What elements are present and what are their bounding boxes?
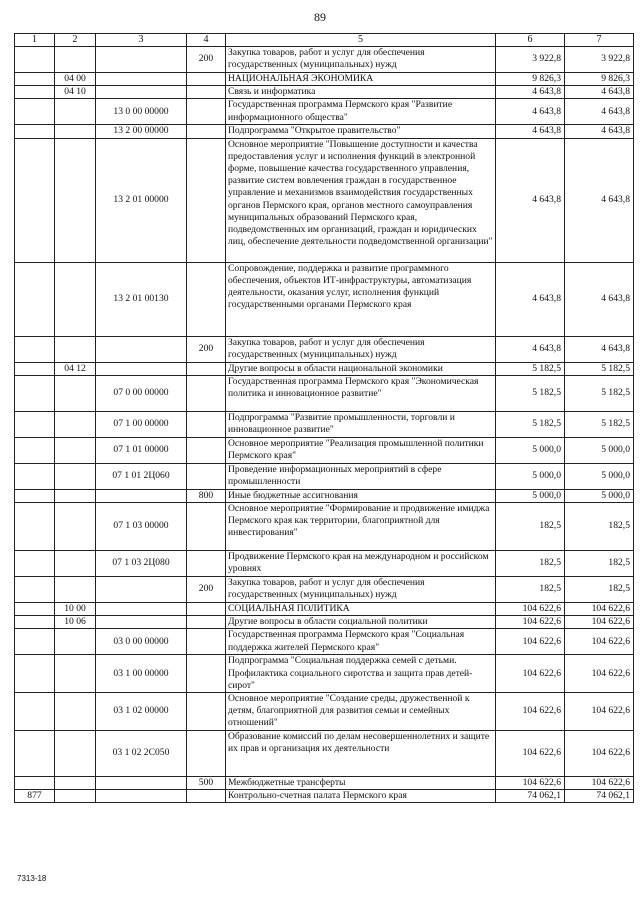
expense-type-code — [187, 138, 226, 262]
item-name: Продвижение Пермского края на международном и российском уровнях — [226, 551, 496, 577]
budget-table — [14, 33, 634, 803]
section-code — [55, 731, 96, 777]
expense-type-code — [187, 375, 226, 411]
amount-col-6: 5 182,5 — [496, 362, 565, 375]
table-row — [15, 693, 634, 731]
expense-type-code — [187, 99, 226, 125]
item-name: Закупка товаров, работ и услуг для обеспечения государственных (муниципальных) нужд — [226, 47, 496, 73]
amount-col-6: 4 643,8 — [496, 336, 565, 362]
target-article-code: 13 0 00 00000 — [96, 99, 187, 125]
section-code — [55, 693, 96, 731]
target-article-code: 07 1 00 00000 — [96, 411, 187, 437]
budget-org-code — [15, 463, 55, 489]
table-row — [15, 362, 634, 375]
item-name: Межбюджетные трансферты — [226, 777, 496, 790]
table-row — [15, 336, 634, 362]
target-article-code: 07 1 01 00000 — [96, 437, 187, 463]
table-row — [15, 503, 634, 551]
target-article-code: 07 0 00 00000 — [96, 375, 187, 411]
budget-org-code — [15, 603, 55, 616]
amount-col-7: 5 000,0 — [565, 437, 634, 463]
expense-type-code: 500 — [187, 777, 226, 790]
table-row — [15, 551, 634, 577]
target-article-code — [96, 577, 187, 603]
item-name: Государственная программа Пермского края "Развитие информационного общества" — [226, 99, 496, 125]
section-code — [55, 47, 96, 73]
budget-org-code — [15, 489, 55, 502]
page-number: 89 — [314, 10, 326, 24]
section-code — [55, 125, 96, 138]
amount-col-6: 4 643,8 — [496, 262, 565, 336]
budget-org-code — [15, 777, 55, 790]
amount-col-7: 4 643,8 — [565, 86, 634, 99]
budget-org-code — [15, 73, 55, 86]
expense-type-code: 200 — [187, 336, 226, 362]
header-col-5: 5 — [226, 34, 496, 47]
amount-col-6: 182,5 — [496, 551, 565, 577]
budget-org-code — [15, 629, 55, 655]
header-col-1: 1 — [15, 34, 55, 47]
amount-col-6: 5 000,0 — [496, 437, 565, 463]
amount-col-6: 104 622,6 — [496, 693, 565, 731]
table-row — [15, 47, 634, 73]
section-code — [55, 336, 96, 362]
section-code — [55, 489, 96, 502]
expense-type-code — [187, 86, 226, 99]
section-code — [55, 375, 96, 411]
target-article-code — [96, 336, 187, 362]
table-row — [15, 86, 634, 99]
amount-col-6: 4 643,8 — [496, 86, 565, 99]
table-row — [15, 577, 634, 603]
table-row — [15, 489, 634, 502]
table-row — [15, 629, 634, 655]
amount-col-7: 4 643,8 — [565, 125, 634, 138]
header-col-2: 2 — [55, 34, 96, 47]
budget-org-code — [15, 503, 55, 551]
item-name: Другие вопросы в области национальной экономики — [226, 362, 496, 375]
target-article-code — [96, 47, 187, 73]
amount-col-7: 104 622,6 — [565, 777, 634, 790]
amount-col-7: 104 622,6 — [565, 629, 634, 655]
budget-org-code — [15, 577, 55, 603]
section-code: 10 06 — [55, 616, 96, 629]
expense-type-code: 200 — [187, 577, 226, 603]
expense-type-code — [187, 437, 226, 463]
budget-org-code — [15, 125, 55, 138]
item-name: Связь и информатика — [226, 86, 496, 99]
amount-col-7: 5 182,5 — [565, 362, 634, 375]
amount-col-7: 182,5 — [565, 503, 634, 551]
expense-type-code — [187, 731, 226, 777]
budget-org-code — [15, 375, 55, 411]
target-article-code: 07 1 01 2Ц060 — [96, 463, 187, 489]
table-row — [15, 125, 634, 138]
target-article-code — [96, 489, 187, 502]
amount-col-6: 4 643,8 — [496, 125, 565, 138]
table-row — [15, 73, 634, 86]
amount-col-6: 104 622,6 — [496, 629, 565, 655]
budget-org-code — [15, 437, 55, 463]
table-row — [15, 411, 634, 437]
budget-org-code — [15, 731, 55, 777]
section-code — [55, 655, 96, 693]
expense-type-code: 200 — [187, 47, 226, 73]
budget-org-code: 877 — [15, 790, 55, 803]
expense-type-code — [187, 629, 226, 655]
budget-org-code — [15, 411, 55, 437]
target-article-code: 07 1 03 00000 — [96, 503, 187, 551]
section-code — [55, 138, 96, 262]
table-row — [15, 731, 634, 777]
section-code — [55, 503, 96, 551]
amount-col-7: 3 922,8 — [565, 47, 634, 73]
table-row — [15, 463, 634, 489]
budget-org-code — [15, 655, 55, 693]
document-code: 7313-18 — [17, 874, 47, 883]
target-article-code — [96, 73, 187, 86]
target-article-code — [96, 86, 187, 99]
item-name: Основное мероприятие "Создание среды, дружественной к детям, благоприятной для развития семьи и семейных отношений" — [226, 693, 496, 731]
expense-type-code — [187, 603, 226, 616]
item-name: Контрольно-счетная палата Пермского края — [226, 790, 496, 803]
item-name: Основное мероприятие "Повышение доступности и качества предоставления услуг и исполнения функций в электронной форме, повышение качества государственного управления, развитие систем вовлечения граждан в государственное управление и механизмов взаимодействия государственных органов Пермского края, органов местного самоуправления муниципальных образований Пермского края, подведомственных им организаций, граждан и юридических лиц, обеспечение деятельности подведомственной организации" — [226, 138, 496, 262]
table-row — [15, 603, 634, 616]
item-name: Проведение информационных мероприятий в сфере промышленности — [226, 463, 496, 489]
expense-type-code — [187, 362, 226, 375]
table-row — [15, 616, 634, 629]
target-article-code — [96, 790, 187, 803]
amount-col-7: 182,5 — [565, 551, 634, 577]
item-name: Закупка товаров, работ и услуг для обеспечения государственных (муниципальных) нужд — [226, 577, 496, 603]
item-name: Подпрограмма "Развитие промышленности, торговли и инновационное развитие" — [226, 411, 496, 437]
item-name: Подпрограмма "Открытое правительство" — [226, 125, 496, 138]
amount-col-7: 104 622,6 — [565, 655, 634, 693]
target-article-code: 03 1 02 2С050 — [96, 731, 187, 777]
expense-type-code — [187, 790, 226, 803]
expense-type-code — [187, 655, 226, 693]
budget-org-code — [15, 47, 55, 73]
amount-col-7: 4 643,8 — [565, 262, 634, 336]
amount-col-6: 104 622,6 — [496, 603, 565, 616]
amount-col-6: 3 922,8 — [496, 47, 565, 73]
amount-col-6: 4 643,8 — [496, 138, 565, 262]
amount-col-6: 5 182,5 — [496, 411, 565, 437]
amount-col-7: 9 826,3 — [565, 73, 634, 86]
amount-col-6: 104 622,6 — [496, 655, 565, 693]
budget-table-container — [14, 33, 633, 803]
amount-col-7: 104 622,6 — [565, 693, 634, 731]
table-row — [15, 655, 634, 693]
expense-type-code — [187, 125, 226, 138]
amount-col-7: 5 182,5 — [565, 411, 634, 437]
amount-col-7: 5 000,0 — [565, 463, 634, 489]
amount-col-7: 5 182,5 — [565, 375, 634, 411]
table-row — [15, 790, 634, 803]
amount-col-6: 5 182,5 — [496, 375, 565, 411]
amount-col-6: 9 826,3 — [496, 73, 565, 86]
amount-col-6: 5 000,0 — [496, 489, 565, 502]
item-name: Сопровождение, поддержка и развитие программного обеспечения, объектов ИТ-инфраструктуры, автоматизация деятельности, оказания услуг, исполнения функций государственными органами Пермского края — [226, 262, 496, 336]
header-row — [15, 34, 634, 47]
amount-col-7: 104 622,6 — [565, 616, 634, 629]
item-name: Закупка товаров, работ и услуг для обеспечения государственных (муниципальных) нужд — [226, 336, 496, 362]
amount-col-6: 104 622,6 — [496, 777, 565, 790]
budget-org-code — [15, 336, 55, 362]
budget-org-code — [15, 99, 55, 125]
section-code: 04 12 — [55, 362, 96, 375]
item-name: Образование комиссий по делам несовершеннолетних и защите их прав и организация их деятельности — [226, 731, 496, 777]
amount-col-6: 74 062,1 — [496, 790, 565, 803]
header-col-4: 4 — [187, 34, 226, 47]
item-name: СОЦИАЛЬНАЯ ПОЛИТИКА — [226, 603, 496, 616]
section-code — [55, 437, 96, 463]
section-code — [55, 629, 96, 655]
section-code — [55, 262, 96, 336]
target-article-code: 03 1 02 00000 — [96, 693, 187, 731]
amount-col-6: 4 643,8 — [496, 99, 565, 125]
target-article-code — [96, 362, 187, 375]
item-name: Государственная программа Пермского края "Экономическая политика и инновационное развитие" — [226, 375, 496, 411]
target-article-code: 13 2 00 00000 — [96, 125, 187, 138]
table-row — [15, 138, 634, 262]
amount-col-7: 4 643,8 — [565, 99, 634, 125]
table-row — [15, 99, 634, 125]
target-article-code: 03 1 00 00000 — [96, 655, 187, 693]
item-name: Иные бюджетные ассигнования — [226, 489, 496, 502]
amount-col-7: 4 643,8 — [565, 336, 634, 362]
target-article-code: 13 2 01 00130 — [96, 262, 187, 336]
amount-col-6: 104 622,6 — [496, 731, 565, 777]
amount-col-7: 104 622,6 — [565, 731, 634, 777]
target-article-code — [96, 777, 187, 790]
section-code — [55, 99, 96, 125]
expense-type-code — [187, 616, 226, 629]
table-row — [15, 437, 634, 463]
amount-col-6: 104 622,6 — [496, 616, 565, 629]
budget-org-code — [15, 616, 55, 629]
section-code — [55, 790, 96, 803]
budget-org-code — [15, 551, 55, 577]
target-article-code: 13 2 01 00000 — [96, 138, 187, 262]
item-name: Основное мероприятие "Реализация промышленной политики Пермского края" — [226, 437, 496, 463]
section-code — [55, 777, 96, 790]
item-name: НАЦИОНАЛЬНАЯ ЭКОНОМИКА — [226, 73, 496, 86]
section-code — [55, 463, 96, 489]
amount-col-6: 182,5 — [496, 503, 565, 551]
header-col-7: 7 — [565, 34, 634, 47]
section-code: 04 00 — [55, 73, 96, 86]
header-col-6: 6 — [496, 34, 565, 47]
amount-col-7: 4 643,8 — [565, 138, 634, 262]
expense-type-code — [187, 73, 226, 86]
budget-org-code — [15, 262, 55, 336]
section-code: 10 00 — [55, 603, 96, 616]
target-article-code: 03 0 00 00000 — [96, 629, 187, 655]
amount-col-6: 5 000,0 — [496, 463, 565, 489]
expense-type-code: 800 — [187, 489, 226, 502]
budget-org-code — [15, 86, 55, 99]
expense-type-code — [187, 551, 226, 577]
section-code: 04 10 — [55, 86, 96, 99]
section-code — [55, 577, 96, 603]
expense-type-code — [187, 411, 226, 437]
item-name: Подпрограмма "Социальная поддержка семей с детьми. Профилактика социального сиротства и защита прав детей-сирот" — [226, 655, 496, 693]
header-col-3: 3 — [96, 34, 187, 47]
amount-col-7: 5 000,0 — [565, 489, 634, 502]
item-name: Другие вопросы в области социальной политики — [226, 616, 496, 629]
item-name: Государственная программа Пермского края "Социальная поддержка жителей Пермского края" — [226, 629, 496, 655]
section-code — [55, 551, 96, 577]
table-row — [15, 777, 634, 790]
expense-type-code — [187, 463, 226, 489]
budget-org-code — [15, 138, 55, 262]
target-article-code — [96, 616, 187, 629]
budget-org-code — [15, 362, 55, 375]
target-article-code: 07 1 03 2Ц080 — [96, 551, 187, 577]
item-name: Основное мероприятие "Формирование и продвижение имиджа Пермского края как территории, благоприятной для инвестирования" — [226, 503, 496, 551]
amount-col-6: 182,5 — [496, 577, 565, 603]
expense-type-code — [187, 262, 226, 336]
expense-type-code — [187, 503, 226, 551]
table-row — [15, 375, 634, 411]
expense-type-code — [187, 693, 226, 731]
amount-col-7: 104 622,6 — [565, 603, 634, 616]
amount-col-7: 182,5 — [565, 577, 634, 603]
table-row — [15, 262, 634, 336]
budget-org-code — [15, 693, 55, 731]
amount-col-7: 74 062,1 — [565, 790, 634, 803]
section-code — [55, 411, 96, 437]
target-article-code — [96, 603, 187, 616]
